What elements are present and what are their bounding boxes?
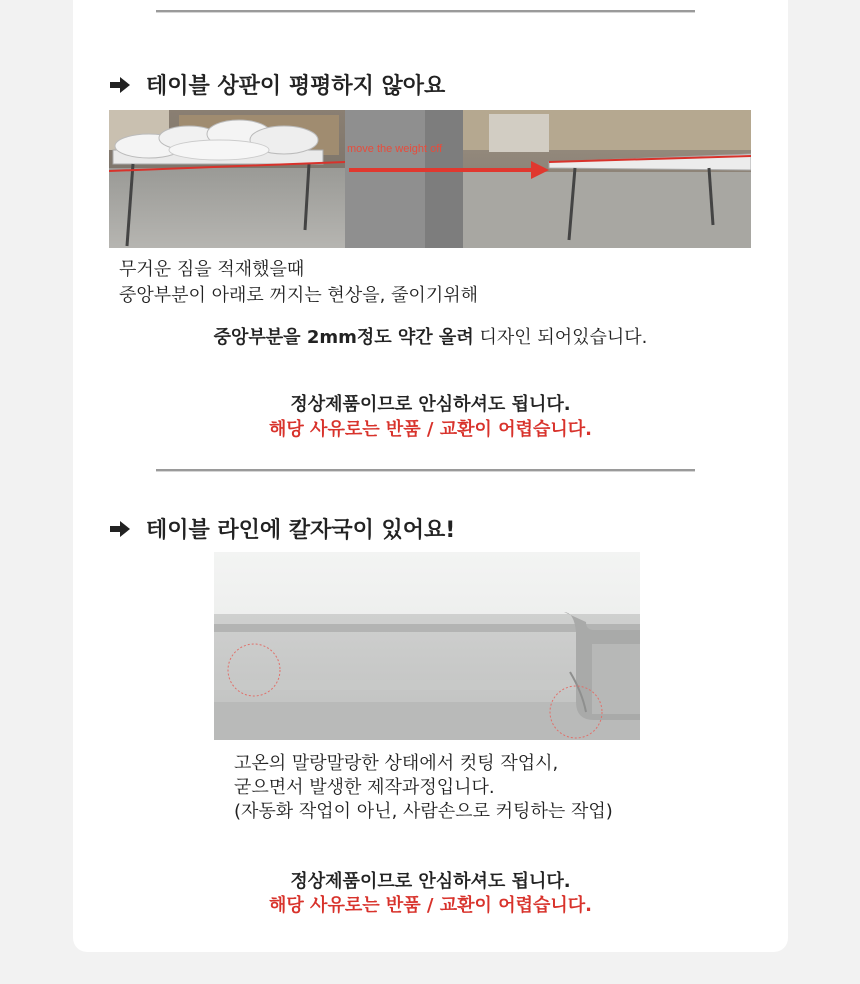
table-flatness-photo	[109, 110, 751, 248]
section1-emphasis-rest: 디자인 되어있습니다.	[473, 327, 648, 348]
section2-title-text: 테이블 라인에 칼자국이 있어요!	[146, 518, 456, 543]
right-arrow-icon	[110, 77, 130, 93]
section2-notice-warning: 해당 사유로는 반품 / 교환이 어렵습니다.	[269, 895, 592, 916]
section2-notice-normal: 정상제품이므로 안심하셔도 됩니다.	[290, 871, 571, 892]
section1-desc-line1: 무거운 짐을 적재했을때	[119, 259, 305, 280]
section1-title	[110, 69, 445, 100]
middle-divider	[156, 469, 695, 471]
section1-title-text: 테이블 상판이 평평하지 않아요	[146, 74, 446, 99]
section1-desc-line2: 중앙부분이 아래로 꺼지는 현상을, 줄이기위해	[119, 285, 478, 306]
section1-notice-normal: 정상제품이므로 안심하셔도 됩니다.	[290, 394, 571, 415]
section2-desc-line1: 고온의 말랑말랑한 상태에서 컷팅 작업시,	[234, 753, 559, 774]
move-weight-label: move the weight off	[347, 143, 443, 155]
section1-emphasis-bold: 중앙부분을 2mm정도 약간 올려	[213, 327, 474, 348]
section2-title	[110, 513, 455, 544]
table-edge-closeup-photo	[214, 552, 640, 740]
right-arrow-icon	[110, 521, 130, 537]
section1-notice-warning: 해당 사유로는 반품 / 교환이 어렵습니다.	[269, 419, 592, 440]
section1-emphasis	[73, 326, 788, 350]
top-divider	[156, 10, 695, 12]
section2-desc-line3: (자동화 작업이 아닌, 사람손으로 커팅하는 작업)	[234, 801, 613, 822]
section2-desc-line2: 굳으면서 발생한 제작과정입니다.	[234, 777, 495, 798]
